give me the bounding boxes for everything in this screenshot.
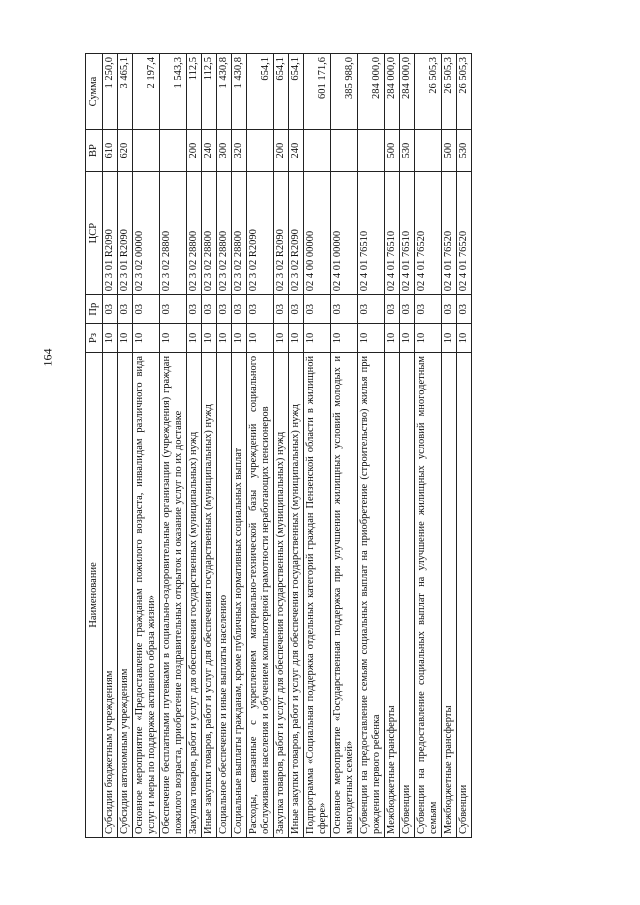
row-name: Подпрограмма «Социальная поддержка отдельных категорий граждан Пензенской области в жилищной сфере» — [304, 352, 331, 837]
row-sum: 284 000,0 — [358, 54, 385, 130]
row-csr: 02 4 01 76510 — [385, 172, 400, 295]
row-vr — [247, 130, 274, 172]
table-row — [103, 54, 118, 838]
row-rz: 10 — [331, 324, 358, 353]
row-pr: 03 — [232, 295, 247, 324]
row-rz: 10 — [442, 324, 457, 353]
row-rz: 10 — [274, 324, 289, 353]
row-pr: 03 — [358, 295, 385, 324]
row-vr: 610 — [103, 130, 118, 172]
row-pr: 03 — [103, 295, 118, 324]
row-csr: 02 3 02 28800 — [217, 172, 232, 295]
row-sum: 1 430,8 — [217, 54, 232, 130]
row-name: Субсидии автономным учреждениям — [118, 352, 133, 837]
header-csr: ЦСР — [86, 172, 103, 295]
row-name: Субвенции на предоставление семьям социальных выплат на приобретение (строительство) жилья при рождении первого ребенка — [358, 352, 385, 837]
row-rz: 10 — [160, 324, 187, 353]
table-row — [442, 54, 457, 838]
row-pr: 03 — [187, 295, 202, 324]
row-vr: 530 — [457, 130, 472, 172]
table-row — [118, 54, 133, 838]
row-name: Субвенции — [457, 352, 472, 837]
row-sum: 26 505,3 — [457, 54, 472, 130]
row-pr: 03 — [133, 295, 160, 324]
row-sum: 385 988,0 — [331, 54, 358, 130]
row-vr — [331, 130, 358, 172]
row-name: Межбюджетные трансферты — [442, 352, 457, 837]
table-row — [247, 54, 274, 838]
row-csr: 02 4 01 76520 — [457, 172, 472, 295]
budget-table-wrapper — [85, 53, 565, 838]
row-name: Социальные выплаты гражданам, кроме публичных нормативных социальных выплат — [232, 352, 247, 837]
table-row — [232, 54, 247, 838]
row-csr: 02 4 01 76520 — [415, 172, 442, 295]
row-rz: 10 — [232, 324, 247, 353]
row-sum: 1 543,3 — [160, 54, 187, 130]
table-row — [160, 54, 187, 838]
row-pr: 03 — [160, 295, 187, 324]
row-rz: 10 — [217, 324, 232, 353]
row-sum: 112,5 — [202, 54, 217, 130]
table-body — [103, 54, 472, 838]
row-name: Основное мероприятие «Предоставление гражданам пожилого возраста, инвалидам различного вида услуг и меры по поддержке активного образа жизни» — [133, 352, 160, 837]
row-rz: 10 — [304, 324, 331, 353]
row-pr: 03 — [442, 295, 457, 324]
row-rz: 10 — [118, 324, 133, 353]
row-rz: 10 — [103, 324, 118, 353]
row-rz: 10 — [133, 324, 160, 353]
row-sum: 3 465,1 — [118, 54, 133, 130]
row-pr: 03 — [415, 295, 442, 324]
row-vr: 620 — [118, 130, 133, 172]
row-sum: 654,1 — [247, 54, 274, 130]
row-vr: 500 — [442, 130, 457, 172]
row-name: Иные закупки товаров, работ и услуг для обеспечения государственных (муниципальных) нужд — [289, 352, 304, 837]
row-csr: 02 3 02 R2090 — [274, 172, 289, 295]
row-name: Субвенции на предоставление социальных выплат на улучшение жилищных условий многодетным семьям — [415, 352, 442, 837]
table-row — [187, 54, 202, 838]
row-csr: 02 3 02 28800 — [232, 172, 247, 295]
table-row — [358, 54, 385, 838]
row-csr: 02 4 01 76510 — [400, 172, 415, 295]
row-vr — [304, 130, 331, 172]
row-sum: 26 505,3 — [415, 54, 442, 130]
row-rz: 10 — [358, 324, 385, 353]
row-name: Закупка товаров, работ и услуг для обеспечения государственных (муниципальных) нужд — [187, 352, 202, 837]
table-header — [86, 54, 103, 838]
row-rz: 10 — [247, 324, 274, 353]
row-vr — [160, 130, 187, 172]
table-row — [304, 54, 331, 838]
table-row — [202, 54, 217, 838]
row-sum: 654,1 — [274, 54, 289, 130]
row-sum: 1 430,8 — [232, 54, 247, 130]
row-vr: 240 — [289, 130, 304, 172]
row-csr: 02 3 01 R2090 — [103, 172, 118, 295]
row-vr: 300 — [217, 130, 232, 172]
row-name: Социальное обеспечение и иные выплаты населению — [217, 352, 232, 837]
row-name: Межбюджетные трансферты — [385, 352, 400, 837]
row-sum: 112,5 — [187, 54, 202, 130]
row-vr: 240 — [202, 130, 217, 172]
table-row — [385, 54, 400, 838]
row-pr: 03 — [457, 295, 472, 324]
row-csr: 02 4 01 76520 — [442, 172, 457, 295]
row-rz: 10 — [202, 324, 217, 353]
row-pr: 03 — [304, 295, 331, 324]
header-name: Наименование — [86, 352, 103, 837]
row-csr: 02 3 02 28800 — [202, 172, 217, 295]
row-rz: 10 — [187, 324, 202, 353]
table-row — [289, 54, 304, 838]
page-number: 164 — [40, 348, 55, 367]
row-vr: 200 — [187, 130, 202, 172]
row-pr: 03 — [274, 295, 289, 324]
row-pr: 03 — [217, 295, 232, 324]
row-rz: 10 — [385, 324, 400, 353]
table-row — [457, 54, 472, 838]
row-pr: 03 — [247, 295, 274, 324]
row-csr: 02 3 02 28800 — [187, 172, 202, 295]
row-pr: 03 — [118, 295, 133, 324]
row-vr: 530 — [400, 130, 415, 172]
row-sum: 284 000,0 — [400, 54, 415, 130]
row-csr: 02 3 02 R2090 — [247, 172, 274, 295]
row-vr: 500 — [385, 130, 400, 172]
row-name: Иные закупки товаров, работ и услуг для обеспечения государственных (муниципальных) нужд — [202, 352, 217, 837]
row-pr: 03 — [385, 295, 400, 324]
table-row — [331, 54, 358, 838]
row-csr: 02 3 02 28800 — [160, 172, 187, 295]
row-rz: 10 — [457, 324, 472, 353]
row-csr: 02 4 01 00000 — [331, 172, 358, 295]
row-sum: 2 197,4 — [133, 54, 160, 130]
row-name: Субсидии бюджетным учреждениям — [103, 352, 118, 837]
header-rz: Рз — [86, 324, 103, 353]
table-row — [415, 54, 442, 838]
row-name: Закупка товаров, работ и услуг для обеспечения государственных (муниципальных) нужд — [274, 352, 289, 837]
row-sum: 1 250,0 — [103, 54, 118, 130]
row-sum: 284 000,0 — [385, 54, 400, 130]
row-name: Основное мероприятие «Государственная поддержка при улучшении жилищных условий молодых и многодетных семей» — [331, 352, 358, 837]
row-csr: 02 3 02 R2090 — [289, 172, 304, 295]
row-vr — [133, 130, 160, 172]
row-csr: 02 4 00 00000 — [304, 172, 331, 295]
row-rz: 10 — [415, 324, 442, 353]
row-pr: 03 — [202, 295, 217, 324]
row-csr: 02 3 02 00000 — [133, 172, 160, 295]
row-csr: 02 3 01 R2090 — [118, 172, 133, 295]
row-csr: 02 4 01 76510 — [358, 172, 385, 295]
table-row — [400, 54, 415, 838]
row-pr: 03 — [289, 295, 304, 324]
row-vr — [415, 130, 442, 172]
row-vr: 200 — [274, 130, 289, 172]
row-pr: 03 — [331, 295, 358, 324]
row-name: Обеспечение бесплатными путевками в социально-оздоровительные организации (учреждения) граждан пожилого возраста, приобретение поздравительных открыток и оказание услуг по их доставке — [160, 352, 187, 837]
row-pr: 03 — [400, 295, 415, 324]
row-name: Расходы, связанные с укреплением материально-технической базы учреждений социального обслуживания населения и обучением компьютерной грамотности неработающих пенсионеров — [247, 352, 274, 837]
row-vr: 320 — [232, 130, 247, 172]
header-pr: Пр — [86, 295, 103, 324]
row-sum: 654,1 — [289, 54, 304, 130]
header-vr: ВР — [86, 130, 103, 172]
row-vr — [358, 130, 385, 172]
table-row — [217, 54, 232, 838]
row-rz: 10 — [289, 324, 304, 353]
budget-table — [85, 53, 472, 838]
table-row — [274, 54, 289, 838]
row-sum: 601 171,6 — [304, 54, 331, 130]
table-row — [133, 54, 160, 838]
header-sum: Сумма — [86, 54, 103, 130]
row-sum: 26 505,3 — [442, 54, 457, 130]
row-name: Субвенции — [400, 352, 415, 837]
row-rz: 10 — [400, 324, 415, 353]
